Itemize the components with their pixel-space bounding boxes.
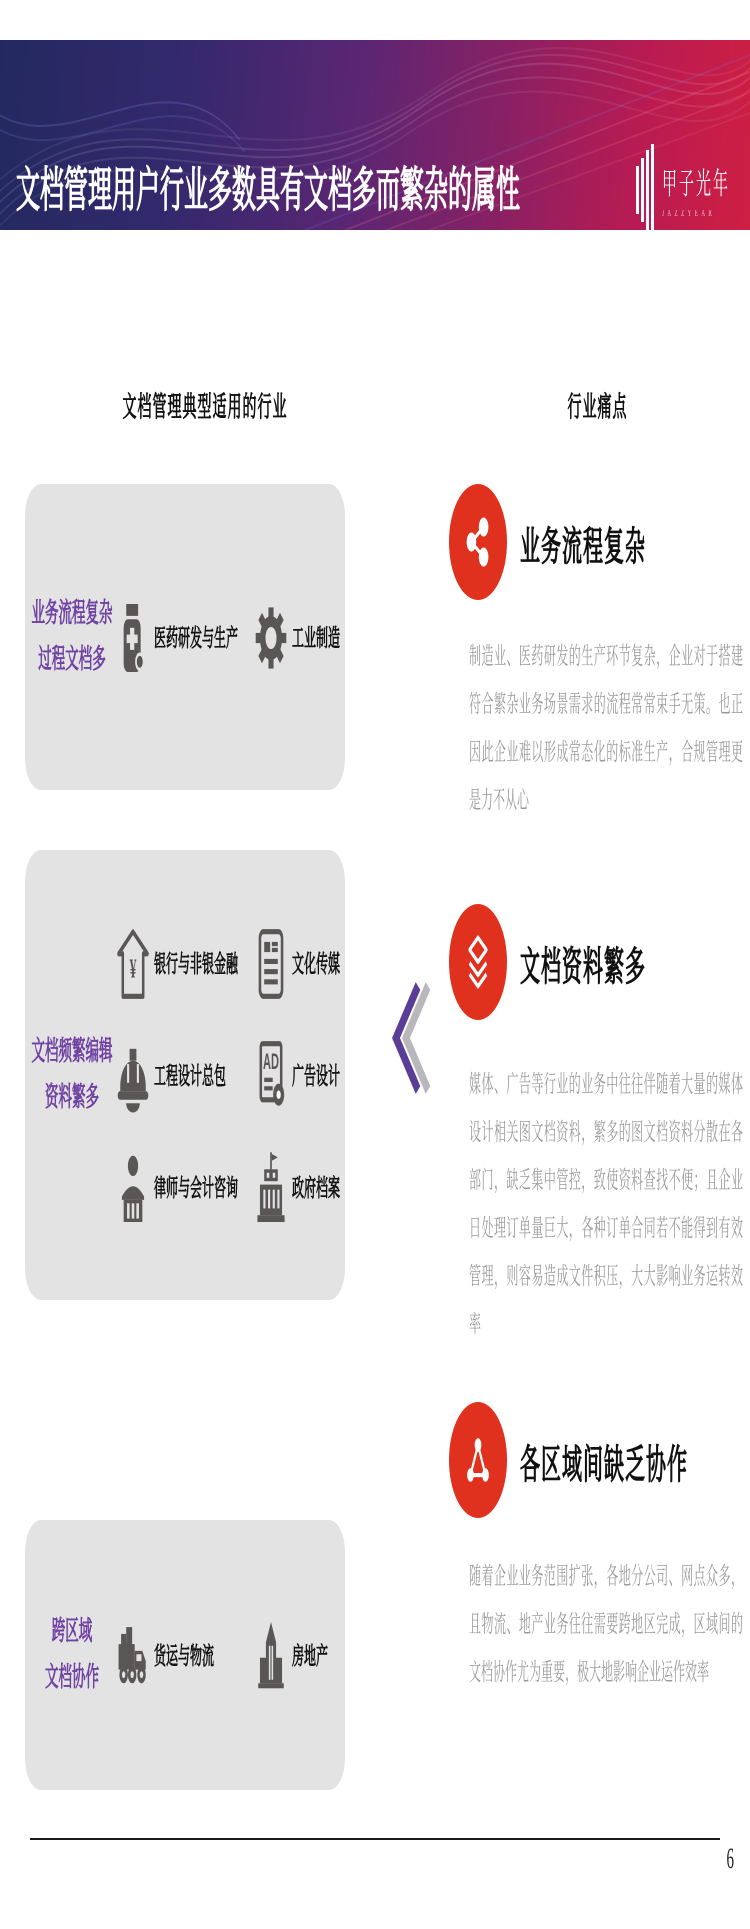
region-collab-icon xyxy=(449,1402,507,1518)
industry-item xyxy=(115,1611,253,1699)
industry-item-label: 工程设计总包 xyxy=(154,1062,227,1090)
group-label: 业务流程复杂 过程文档多 xyxy=(31,598,113,673)
industry-item xyxy=(115,593,253,681)
logo-name: 甲子光年 xyxy=(661,169,730,201)
pain-point-body: 媒体、广告等行业的业务中往往伴随着大量的媒体设计相关图文档资料，繁多的图文档资料分散在各部门，缺乏集中管控，致使资料查找不便；且企业日处理订单量巨大，各种订单合同若不能得到有效管理，则容易造成文件积压，大大影响业务运转效率 xyxy=(469,1070,743,1338)
group-label: 跨区域 文档协作 xyxy=(45,1616,99,1691)
svg-text:¥: ¥ xyxy=(129,952,137,983)
industry-item-label: 医药研发与生产 xyxy=(154,624,239,652)
industry-gear-icon xyxy=(253,593,289,681)
industry-item-label: 房地产 xyxy=(292,1642,329,1670)
pain-point-body: 制造业、医药研发的生产环节复杂，企业对于搭建符合繁杂业务场景需求的流程常常束手无策。也正因此企业难以形成常态化的标准生产，合规管理更是力不从心 xyxy=(469,642,743,814)
industry-item xyxy=(253,593,340,681)
industry-item-label: 文化传媒 xyxy=(292,950,341,978)
industry-item-label: 工业制造 xyxy=(292,624,341,652)
industry-item xyxy=(253,1143,340,1231)
lawyer-icon xyxy=(115,1143,151,1231)
right-column-title: 行业痛点 xyxy=(567,394,628,424)
left-column-title: 文档管理典型适用的行业 xyxy=(122,394,288,424)
media-icon xyxy=(253,919,289,1007)
pain-point-title: 文档资料繁多 xyxy=(520,945,646,989)
pain-point-title: 各区域间缺乏协作 xyxy=(520,1443,688,1487)
footer-divider xyxy=(30,1838,720,1840)
logo-subtitle: JAZZYEAR xyxy=(661,209,716,219)
government-icon xyxy=(253,1143,289,1231)
brand-logo xyxy=(636,144,730,230)
industry-item-label: 律师与会计咨询 xyxy=(154,1174,239,1202)
group-label: 文档频繁编辑 资料繁多 xyxy=(31,1036,113,1111)
medicine-icon xyxy=(115,593,151,681)
page-title: 文档管理用户行业多数具有文档多而繁杂的属性 xyxy=(16,166,520,218)
ad-design-icon xyxy=(253,1031,289,1119)
industry-item-label: 银行与非银金融 xyxy=(154,950,239,978)
industry-item-label: 政府档案 xyxy=(292,1174,341,1202)
industry-group-frequent-edit xyxy=(25,850,345,1300)
engineering-icon xyxy=(115,1031,151,1119)
logo-bars-icon xyxy=(636,144,654,230)
pain-point-header xyxy=(449,484,646,600)
pain-point-body: 随着企业业务范围扩张，各地分公司、网点众多，且物流、地产业务往往需要跨地区完成，区域间的文档协作尤为重要，极大地影响企业运作效率 xyxy=(469,1562,743,1686)
industry-item xyxy=(115,919,253,1007)
industry-group-process-complex xyxy=(25,484,345,790)
pain-point-header xyxy=(449,1402,688,1518)
double-chevron-left-icon xyxy=(390,980,432,1106)
industry-item xyxy=(115,1143,253,1231)
industry-item xyxy=(115,1031,253,1119)
real-estate-icon xyxy=(253,1611,289,1699)
page-number: 6 xyxy=(726,1844,734,1876)
industry-item xyxy=(253,1031,340,1119)
svg-text:AD: AD xyxy=(263,1047,279,1074)
industry-item-label: 货运与物流 xyxy=(154,1642,215,1670)
pain-point-header xyxy=(449,904,646,1020)
pain-point-title: 业务流程复杂 xyxy=(520,525,646,569)
document-stack-icon xyxy=(449,904,507,1020)
logistics-truck-icon xyxy=(115,1611,151,1699)
workflow-share-icon xyxy=(449,484,507,600)
bank-icon xyxy=(115,919,151,1007)
industry-item xyxy=(253,919,340,1007)
header-banner xyxy=(0,40,750,230)
industry-group-cross-region xyxy=(25,1520,345,1790)
industry-item xyxy=(253,1611,339,1699)
industry-item-label: 广告设计 xyxy=(292,1062,341,1090)
